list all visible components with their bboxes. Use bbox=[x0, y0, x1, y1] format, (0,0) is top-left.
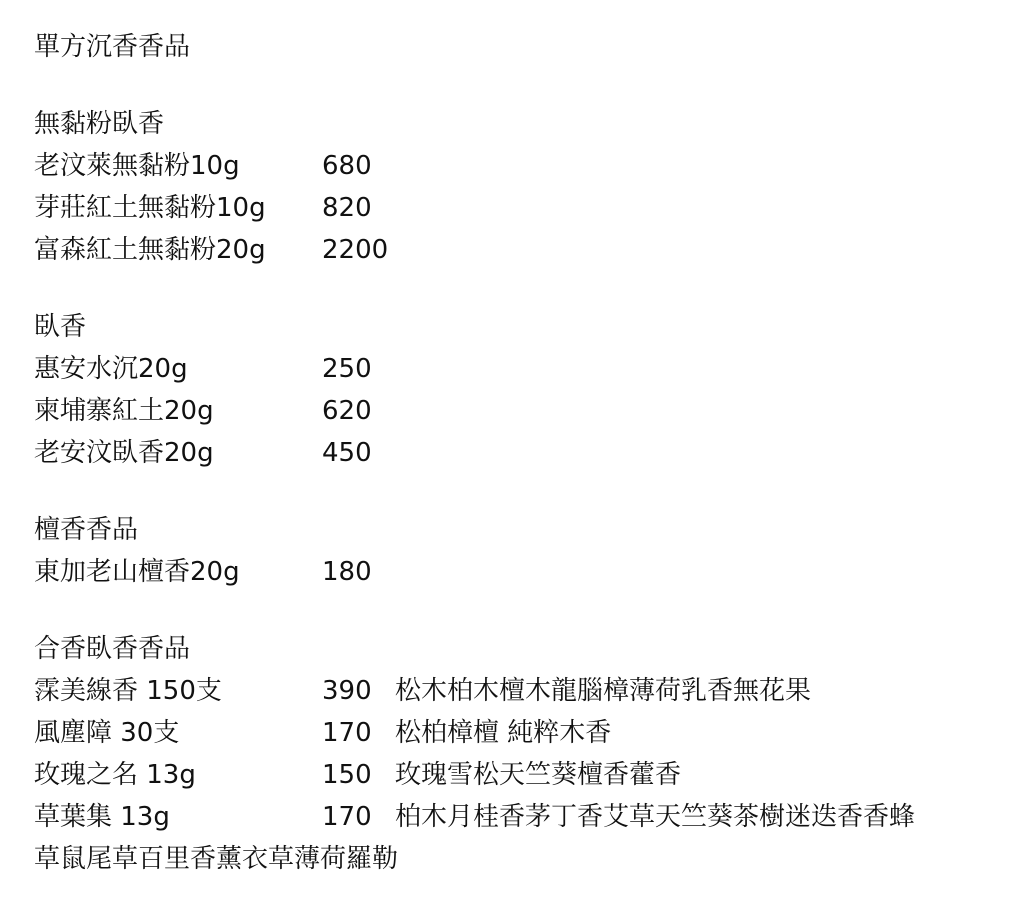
item-price: 170 bbox=[322, 718, 372, 748]
item-name: 柬埔寨紅土20g bbox=[34, 396, 214, 426]
section-heading: 無黏粉臥香 bbox=[34, 109, 165, 139]
item-price: 820 bbox=[322, 193, 372, 223]
item-name: 霂美線香 150支 bbox=[34, 676, 222, 706]
price-list-document bbox=[34, 26, 1009, 880]
list-item bbox=[34, 754, 1009, 796]
section-heading: 檀香香品 bbox=[34, 515, 139, 545]
item-notes: 柏木月桂香茅丁香艾草天竺葵茶樹迷迭香香蜂 bbox=[395, 802, 916, 832]
spacer bbox=[34, 271, 1009, 306]
item-price: 150 bbox=[322, 760, 372, 790]
item-price: 680 bbox=[322, 151, 372, 181]
spacer bbox=[34, 593, 1009, 628]
list-item bbox=[34, 187, 1009, 229]
document-title: 單方沉香香品 bbox=[34, 32, 191, 62]
list-item bbox=[34, 796, 1009, 838]
item-notes: 松柏樟檀 純粹木香 bbox=[395, 718, 612, 748]
item-name: 老汶萊無黏粉10g bbox=[34, 151, 240, 181]
item-name: 芽莊紅土無黏粉10g bbox=[34, 193, 266, 223]
spacer bbox=[34, 474, 1009, 509]
section-heading: 合香臥香香品 bbox=[34, 634, 191, 664]
item-notes-continued: 草鼠尾草百里香薰衣草薄荷羅勒 bbox=[34, 844, 399, 874]
list-item bbox=[34, 712, 1009, 754]
item-price: 170 bbox=[322, 802, 372, 832]
item-name: 草葉集 13g bbox=[34, 802, 170, 832]
list-item bbox=[34, 390, 1009, 432]
item-notes: 松木柏木檀木龍腦樟薄荷乳香無花果 bbox=[395, 676, 812, 706]
item-price: 2200 bbox=[322, 235, 389, 265]
item-price: 180 bbox=[322, 557, 372, 587]
list-item bbox=[34, 551, 1009, 593]
list-item bbox=[34, 348, 1009, 390]
section-heading: 臥香 bbox=[34, 312, 87, 342]
item-name: 玫瑰之名 13g bbox=[34, 760, 196, 790]
list-item bbox=[34, 145, 1009, 187]
spacer bbox=[34, 68, 1009, 103]
list-item bbox=[34, 229, 1009, 271]
item-name: 惠安水沉20g bbox=[34, 354, 188, 384]
item-price: 390 bbox=[322, 676, 372, 706]
item-price: 450 bbox=[322, 438, 372, 468]
list-item bbox=[34, 670, 1009, 712]
item-name: 風塵障 30支 bbox=[34, 718, 180, 748]
item-name: 東加老山檀香20g bbox=[34, 557, 240, 587]
item-price: 250 bbox=[322, 354, 372, 384]
item-notes: 玫瑰雪松天竺葵檀香藿香 bbox=[395, 760, 682, 790]
item-price: 620 bbox=[322, 396, 372, 426]
list-item bbox=[34, 432, 1009, 474]
item-name: 老安汶臥香20g bbox=[34, 438, 214, 468]
item-name: 富森紅土無黏粉20g bbox=[34, 235, 266, 265]
